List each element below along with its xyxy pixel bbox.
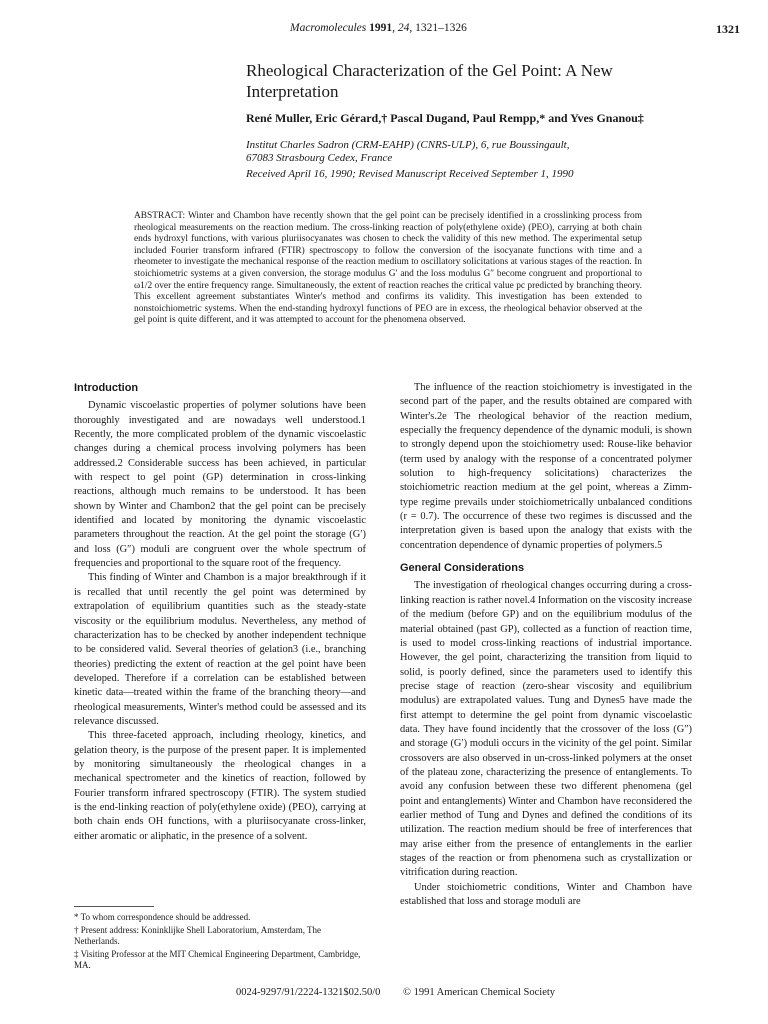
page-number: 1321: [716, 22, 740, 36]
journal-pages: 1321–1326: [415, 22, 467, 34]
journal-year: 1991: [369, 22, 393, 34]
footnotes: [74, 912, 366, 973]
section-heading-general-considerations: General Considerations: [400, 562, 525, 575]
footnote-visiting-professor: ‡ Visiting Professor at the MIT Chemical Engineering Department, Cambridge, MA.: [74, 949, 361, 970]
intro-paragraph-2: This finding of Winter and Chambon is a major breakthrough if it is recalled that until recently the gel point was determined by extrapolation of equilibrium quantities such as the steady-state viscosity or the equilibrium modulus. Nevertheless, any method of characterization has to be checked by another independent technique to be considered valid. Several theories of gelation3 (i.e., branching theories) predicting the extent of reaction at the gel point have been developed. Therefore if a correlation can be established between kinetic data—treated within the frame of the branching theory—and rheological measurements, Winter's method could be assessed and its relevance discussed.: [74, 572, 366, 727]
footnote-correspondence: * To whom correspondence should be addressed.: [74, 912, 251, 922]
stoichiometry-paragraph: The influence of the reaction stoichiometry is investigated in the second part of the paper, and the results obtained are compared with Winter's.2e The rheological behavior of the reaction medium, especially the frequency dependence of the dynamic moduli, is shown to strongly depend upon the stoichiometry used: Rouse-like behavior (term used by analogy with the response of a concentrated polymer solution to high-frequency solicitations) characterizes the stoichiometric reaction medium at the gel point, whereas a Zimm-type regime prevails under stoichiometrically unbalanced conditions (r = 0.7). The occurrence of these two regimes is discussed and the interpretation given is based upon the analogy that exists with the concentration dependence of dynamic properties of polymers.5: [400, 382, 692, 551]
affiliation-line-1: Institut Charles Sadron (CRM-EAHP) (CNRS-ULP), 6, rue Boussingault,: [246, 139, 570, 151]
intro-paragraph-3: This three-faceted approach, including rheology, kinetics, and gelation theory, is the purpose of the present paper. It is implemented by monitoring simultaneously the rheological changes in a mechanical spectrometer and the kinetics of reaction, followed by Fourier transform infrared spectroscopy (FTIR). The system studied is the end-linking reaction of poly(ethylene oxide) (PEO), carrying at both chain ends OH functions, with a pluriisocyanate cross-linker, either aromatic or aliphatic, in the presence of a solvent.: [74, 730, 366, 842]
footnote-present-address: † Present address: Koninklijke Shell Laboratorium, Amsterdam, The Netherlands.: [74, 925, 322, 946]
author-list: René Muller, Eric Gérard,† Pascal Dugand, Paul Rempp,* and Yves Gnanou‡: [246, 111, 644, 125]
page-footer: [236, 987, 636, 998]
running-head: Macromolecules 1991, 24, 1321–1326: [290, 22, 467, 34]
abstract: ABSTRACT: Winter and Chambon have recently shown that the gel point can be precisely identified in a crosslinking process from rheological measurements on the reaction medium. The cross-linking reaction of poly(ethylene oxide) (PEO), carrying at both chain ends hydroxyl functions, with various pluriisocyanates was chosen to check the validity of this new method. The experimental setup included Fourier transform infrared (FTIR) spectroscopy to follow the conversion of the isocyanate functions with time and a rheometer to investigate the mechanical response of the reaction medium to oscillatory solicitations at various stages of the reaction. In stoichiometric systems at a given conversion, the storage modulus G′ and the loss modulus G″ become congruent and proportional to ω1/2 over the entire frequency range. Simultaneously, the extent of reaction reaches the critical value pc predicted by branching theory. This excellent agreement substantiates Winter's method and confirms its validity. This investigation has been extended to nonstoichiometric systems. When the end-standing hydroxyl functions of PEO are in excess, the rheological behavior observed at the gel point is quite different, and it was attempted to account for the phenomena observed.: [134, 211, 642, 326]
journal-name: Macromolecules: [290, 22, 367, 34]
footer-code: 0024-9297/91/2224-1321$02.50/0: [236, 987, 381, 998]
intro-paragraph-1: Dynamic viscoelastic properties of polymer solutions have been thoroughly investigated and are nowadays well understood.1 Recently, the more complicated problem of the dynamic viscoelastic changes during a chemical process involving polymers has been addressed.2 Considerable success has been achieved, in particular with respect to gel point (GP) determination in cross-linking reactions, although much remains to be understood. It has been shown by Winter and Chambon2 that the gel point can be precisely identified and located by monitoring the dynamic viscoelastic parameters throughout the reaction. At the gel point the storage (G′) and loss (G″) moduli are congruent over the whole spectrum of frequencies and proportional to the square root of the frequency.: [74, 400, 366, 570]
right-column: [400, 381, 692, 909]
footnote-divider: [74, 906, 154, 907]
affiliation: [246, 139, 716, 165]
section-heading-introduction: Introduction: [74, 382, 139, 394]
general-paragraph-1: The investigation of rheological changes occurring during a cross-linking reaction is rather novel.4 Information on the viscosity increase of the medium (before GP) and on the equilibrium modulus of the material obtained (past GP), collected as a function of reaction time, is used to model cross-linking reactions of industrial importance. However, the gel point, characterizing the transition from liquid to solid, is poorly defined, since the parameters used to identify this precise stage of reaction (zero-shear viscosity and equilibrium modulus) are extrapolated values. Tung and Dynes5 have made the first attempt to determine the gel point from dynamic viscoelastic data. They have found incidently that the crossover of the loss (G″) and storage (G′) moduli occurs in the vicinity of the gel point. Similar crossovers are also observed in un-cross-linked polymers at the onset of the plateau zone, characterizing the presence of entanglements. To avoid any confusion between these two different phenomena (gel point and entanglements) Winter and Chambon have reconsidered the earlier method of Tung and Dynes and defined the conditions of its utilization. The reaction medium should be free of interferences that may arise either from the presence of entanglements in the earlier stages of the reaction or from phenomena such as crystallization or vitrification during reaction.: [400, 580, 693, 879]
paper-title: Rheological Characterization of the Gel Point: A New Interpretation: [246, 61, 613, 101]
affiliation-line-2: 67083 Strasbourg Cedex, France: [246, 152, 393, 164]
footer-copyright: © 1991 American Chemical Society: [403, 987, 556, 998]
journal-volume: 24: [397, 22, 410, 34]
received-dates: Received April 16, 1990; Revised Manuscript Received September 1, 1990: [246, 168, 574, 180]
left-column: [74, 381, 366, 844]
general-paragraph-2: Under stoichiometric conditions, Winter and Chambon have established that loss and storage moduli are: [400, 881, 692, 908]
